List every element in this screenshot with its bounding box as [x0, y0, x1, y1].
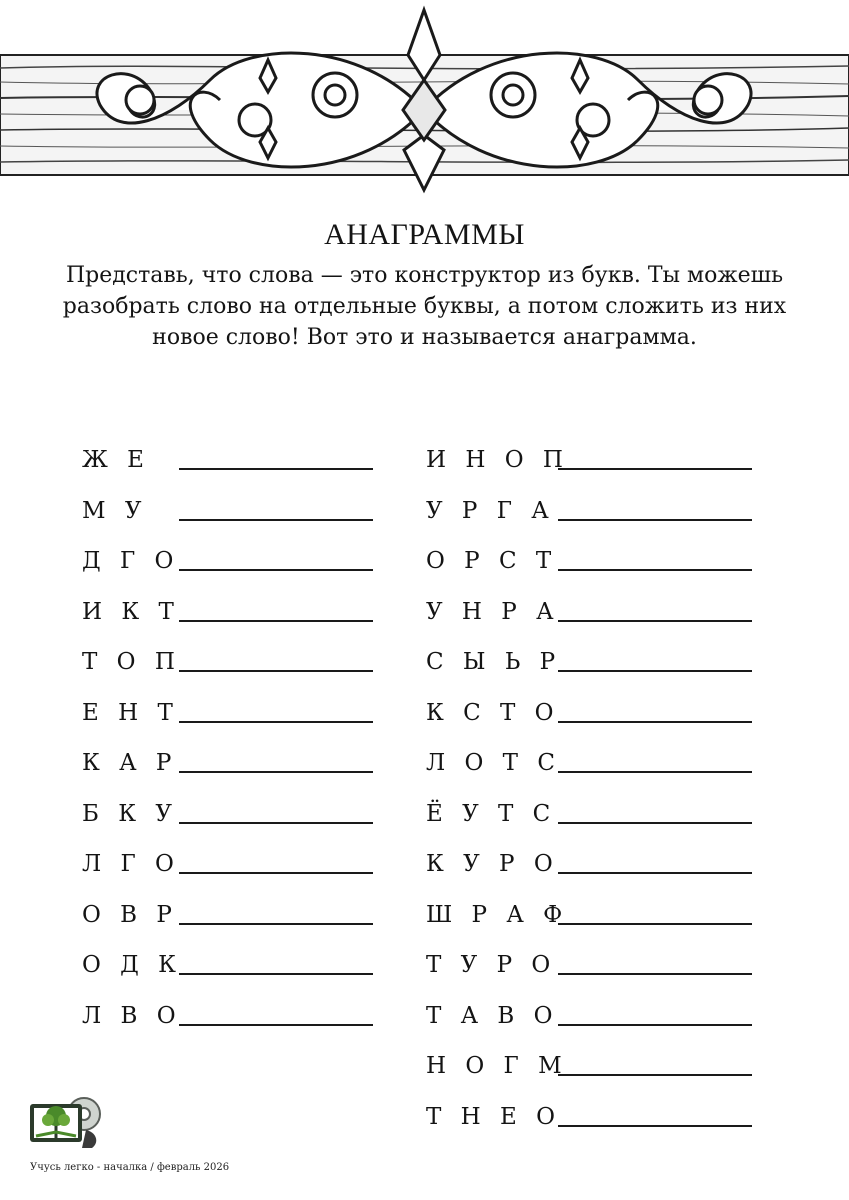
- answer-line: [179, 519, 373, 521]
- answer-line: [558, 771, 752, 773]
- answer-line: [179, 721, 373, 723]
- answer-line: [558, 670, 752, 672]
- answer-line: [558, 872, 752, 874]
- anagram-letters: Л Г О: [82, 851, 180, 877]
- logo-icon: [26, 1090, 106, 1154]
- answer-line: [179, 670, 373, 672]
- anagram-letters: Н О Г М: [426, 1053, 568, 1079]
- answer-line: [558, 620, 752, 622]
- anagram-letters: Ж Е: [82, 447, 150, 473]
- answer-line: [179, 771, 373, 773]
- answer-line: [558, 973, 752, 975]
- answer-line: [558, 1074, 752, 1076]
- answer-line: [558, 1024, 752, 1026]
- answer-line: [179, 822, 373, 824]
- answer-line: [558, 569, 752, 571]
- anagram-letters: К А Р: [82, 750, 178, 776]
- anagram-letters: Ё У Т С: [426, 800, 557, 827]
- anagram-letters: Т А В О: [426, 1002, 559, 1029]
- anagram-letters: О В Р: [82, 901, 178, 928]
- footer-text: Учусь легко - началка / февраль 2026: [30, 1162, 230, 1173]
- anagram-letters: Ш Р А Ф: [426, 901, 569, 928]
- answer-line: [179, 973, 373, 975]
- answer-line: [558, 519, 752, 521]
- anagram-letters: И К Т: [82, 598, 180, 625]
- anagram-letters: Т У Р О: [426, 952, 557, 978]
- answer-line: [558, 468, 752, 470]
- answer-line: [179, 620, 373, 622]
- answer-line: [558, 923, 752, 925]
- anagram-letters: К С Т О: [426, 699, 560, 726]
- page-title: АНАГРАММЫ: [324, 218, 525, 251]
- answer-line: [558, 1125, 752, 1127]
- anagram-letters: О Д К: [82, 952, 182, 978]
- anagram-letters: У Н Р А: [426, 598, 560, 625]
- anagram-letters: О Р С Т: [426, 548, 558, 574]
- answer-line: [179, 923, 373, 925]
- anagram-letters: Д Г О: [82, 548, 180, 574]
- anagram-letters: У Р Г А: [426, 497, 555, 524]
- answer-line: [179, 569, 373, 571]
- ornamental-banner: [0, 0, 849, 200]
- answer-line: [179, 1024, 373, 1026]
- anagram-letters: С Ы Ь Р: [426, 649, 562, 675]
- anagram-letters: Л В О: [82, 1002, 182, 1029]
- intro-text: Представь, что слова — это конструктор из букв. Ты можешь разобрать слово на отдельные буквы, а потом сложить из них новое слово! Вот это и называется анаграмма.: [62, 263, 787, 350]
- anagram-letters: И Н О П: [426, 447, 569, 473]
- anagram-letters: Т Н Е О: [426, 1103, 561, 1130]
- anagram-letters: Е Н Т: [82, 699, 179, 726]
- answer-line: [558, 822, 752, 824]
- anagram-letters: Т О П: [82, 649, 181, 675]
- answer-line: [179, 468, 373, 470]
- anagram-letters: М У: [82, 497, 148, 524]
- anagram-letters: Л О Т С: [426, 750, 561, 776]
- answer-line: [179, 872, 373, 874]
- anagram-letters: Б К У: [82, 800, 178, 827]
- anagram-letters: К У Р О: [426, 851, 559, 877]
- answer-line: [558, 721, 752, 723]
